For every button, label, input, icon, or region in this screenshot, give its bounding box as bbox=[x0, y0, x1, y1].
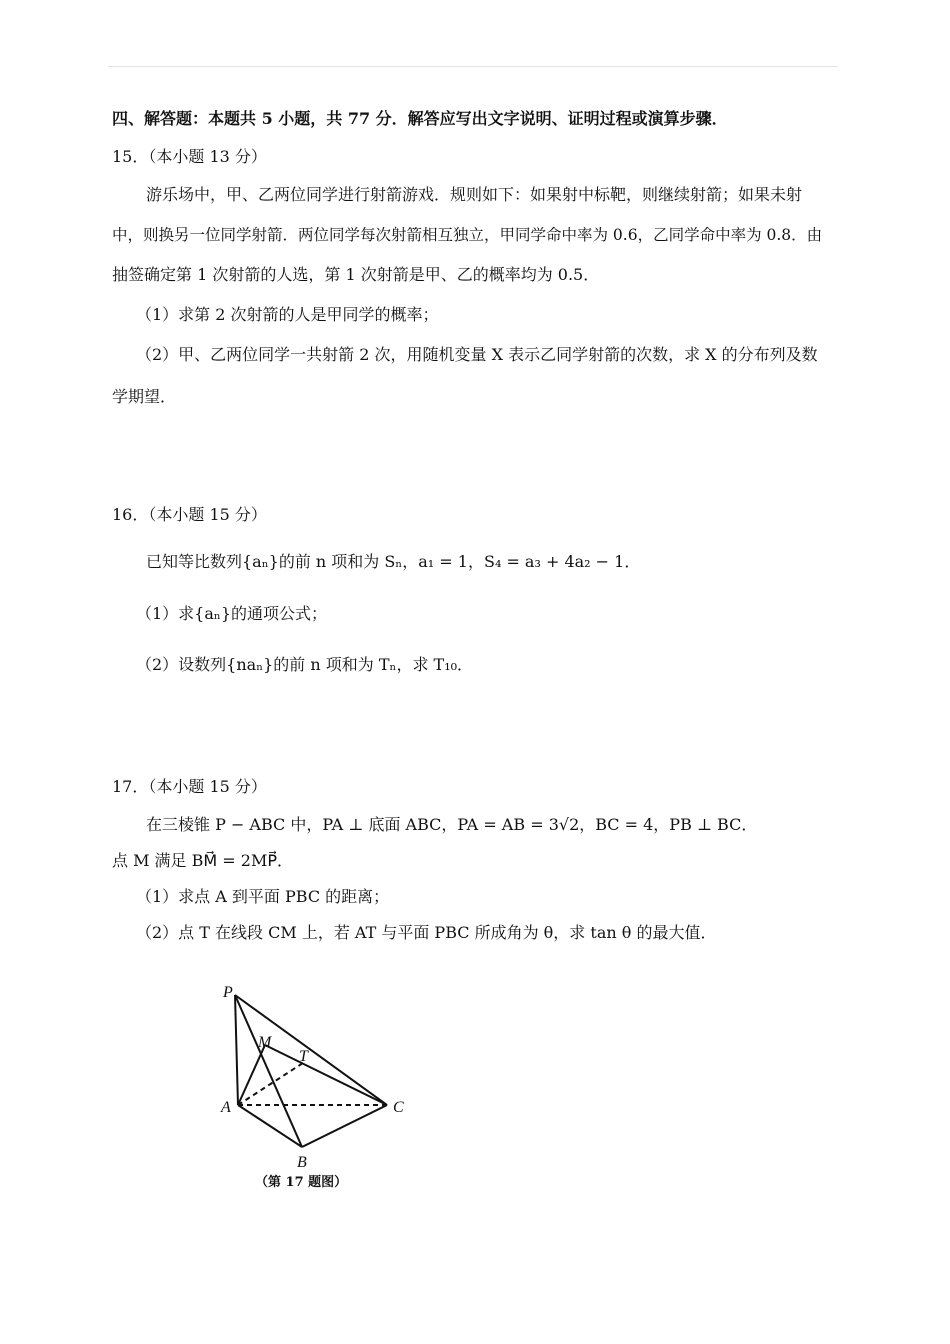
tetrahedron-diagram bbox=[205, 975, 435, 1175]
edge-BC bbox=[302, 1105, 387, 1147]
q15-part-2-line-2: 学期望． bbox=[112, 387, 177, 406]
q15-header: 15．（本小题 13 分） bbox=[112, 147, 267, 166]
q16-part-1: （1）求{aₙ}的通项公式； bbox=[136, 604, 328, 623]
q16-header: 16．（本小题 15 分） bbox=[112, 505, 267, 524]
label-A: A bbox=[221, 1099, 231, 1116]
q17-part-1: （1）求点 A 到平面 PBC 的距离； bbox=[136, 887, 390, 906]
q17-line-2: 点 M 满足 BM⃗ = 2MP⃗． bbox=[112, 851, 293, 870]
q15-part-2-line-1: （2）甲、乙两位同学一共射箭 2 次，用随机变量 X 表示乙同学射箭的次数，求 X 的分布列及数 bbox=[136, 345, 818, 364]
q17-part-2: （2）点 T 在线段 CM 上，若 AT 与平面 PBC 所成角为 θ，求 tan θ 的最大值． bbox=[136, 923, 717, 942]
label-B: B bbox=[297, 1154, 307, 1171]
q17-figure bbox=[205, 975, 435, 1200]
section-heading: 四、解答题：本题共 5 小题，共 77 分．解答应写出文字说明、证明过程或演算步骤． bbox=[112, 109, 728, 128]
edge-PA bbox=[235, 995, 238, 1105]
figure-caption: （第 17 题图） bbox=[255, 1175, 348, 1190]
q16-part-2: （2）设数列{naₙ}的前 n 项和为 Tₙ，求 T₁₀． bbox=[136, 655, 474, 674]
label-T: T bbox=[299, 1048, 308, 1065]
label-M: M bbox=[258, 1034, 272, 1051]
q15-part-1: （1）求第 2 次射箭的人是甲同学的概率； bbox=[136, 305, 439, 324]
q16-intro: 已知等比数列{aₙ}的前 n 项和为 Sₙ，a₁ = 1，S₄ = a₃ + 4a₂ − 1． bbox=[146, 552, 641, 571]
q15-body-line-3: 抽签确定第 1 次射箭的人选，第 1 次射箭是甲、乙的概率均为 0.5． bbox=[112, 265, 600, 284]
q15-body-line-2: 中，则换另一位同学射箭．两位同学每次射箭相互独立，甲同学命中率为 0.6，乙同学命中率为 0.8．由 bbox=[112, 226, 823, 244]
label-C: C bbox=[393, 1099, 404, 1116]
page-top-rule bbox=[108, 66, 838, 67]
q15-body-line-1: 游乐场中，甲、乙两位同学进行射箭游戏．规则如下：如果射中标靶，则继续射箭；如果未射 bbox=[146, 185, 803, 204]
label-P: P bbox=[223, 984, 233, 1001]
q17-header: 17．（本小题 15 分） bbox=[112, 777, 267, 796]
q17-line-1: 在三棱锥 P − ABC 中，PA ⊥ 底面 ABC，PA = AB = 3√2，BC = 4，PB ⊥ BC． bbox=[146, 815, 758, 834]
segment-AM bbox=[238, 1045, 265, 1105]
